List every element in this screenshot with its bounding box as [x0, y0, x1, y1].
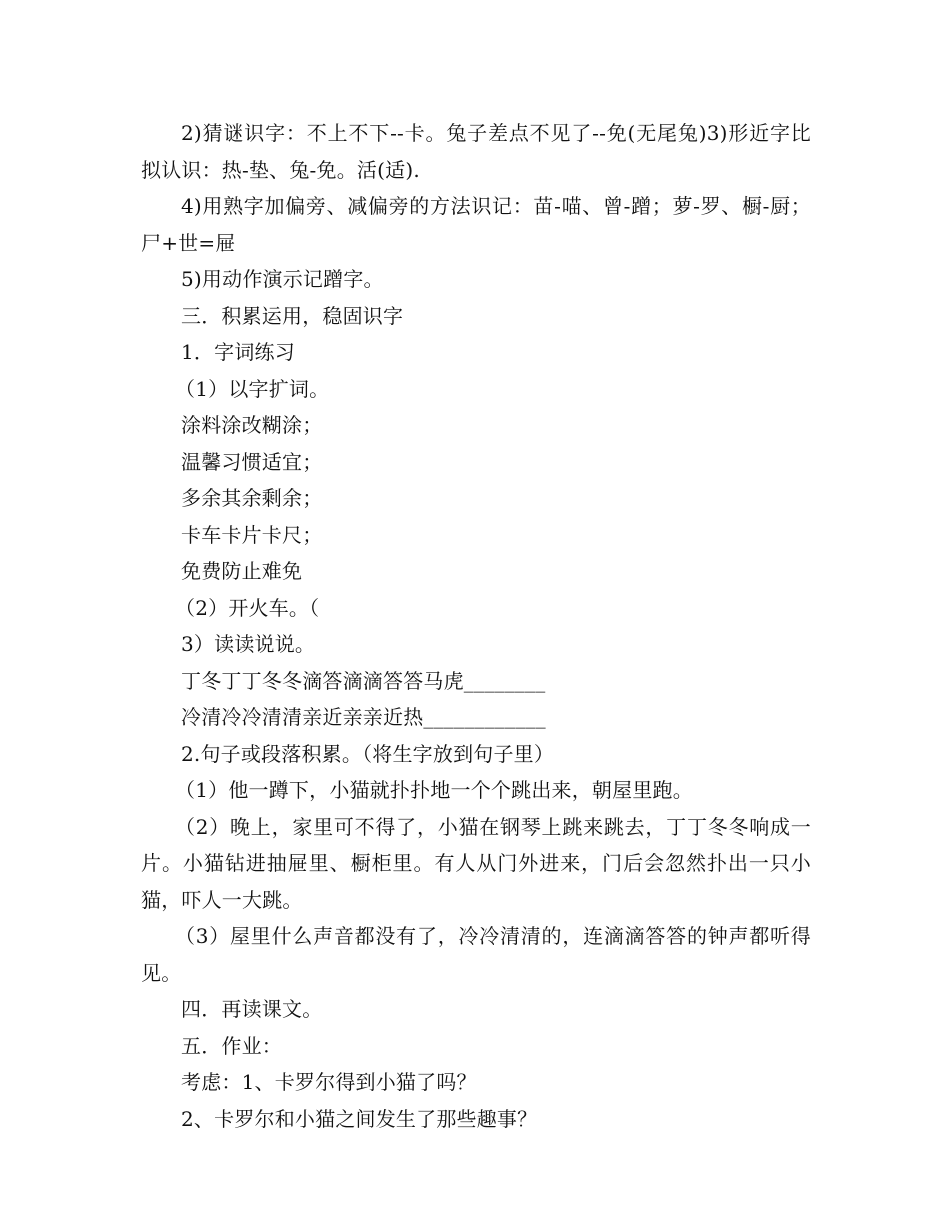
action-line: 5)用动作演示记蹭字。 — [181, 267, 384, 291]
subheading-word-practice: 1．字词练习 — [181, 340, 295, 364]
list-item: 涂料涂改糊涂； — [181, 413, 323, 437]
riddle-paragraph: 2)猜谜识字：不上不下--卡。兔子差点不见了--免(无尾兔)3)形近字比拟认识：热-垫、兔-免。活(适). — [141, 121, 811, 182]
list-item: 卡车卡片卡尺； — [181, 522, 323, 547]
document-body — [141, 115, 811, 1137]
list-item: （1）以字扩词。 — [175, 376, 330, 401]
list-item: 多余其余剩余； — [181, 486, 323, 510]
list-item: 免费防止难免 — [181, 559, 303, 583]
list-item: （2）开火车。（ — [175, 595, 320, 620]
subheading-sentences: 2.句子或段落积累。（将生字放到句子里） — [181, 741, 555, 766]
sentence-paragraph: （2）晚上，家里可不得了，小猫在钢琴上跳来跳去，丁丁冬冬响成一片。小猫钻进抽屉里、橱柜里。有人从门外进来，门后会忽然扑出一只小猫，吓人一大跳。 — [141, 814, 811, 912]
fill-blank-line: 冷清冷冷清清亲近亲亲近热____________ — [181, 705, 546, 729]
fill-blank-line: 丁冬丁丁冬冬滴答滴滴答答马虎________ — [181, 668, 546, 693]
sentence-item: （1）他一蹲下，小猫就扑扑地一个个跳出来，朝屋里跑。 — [175, 778, 693, 802]
radical-paragraph: 4)用熟字加偏旁、减偏旁的方法识记：苗-喵、曾-蹭；萝-罗、橱-厨；尸+世=屉 — [141, 194, 811, 255]
list-item: 温馨习惯适宜； — [181, 449, 323, 474]
homework-question: 考虑：1、卡罗尔得到小猫了吗？ — [181, 1070, 477, 1094]
section-heading-3: 三．积累运用，稳固识字 — [181, 303, 404, 328]
homework-question: 2、卡罗尔和小猫之间发生了那些趣事？ — [181, 1106, 538, 1131]
list-item: 3）读读说说。 — [181, 632, 316, 656]
sentence-paragraph: （3）屋里什么声音都没有了，冷冷清清的，连滴滴答答的钟声都听得见。 — [141, 924, 811, 985]
section-heading-4: 四．再读课文。 — [181, 997, 323, 1021]
section-heading-5: 五．作业： — [181, 1033, 282, 1058]
